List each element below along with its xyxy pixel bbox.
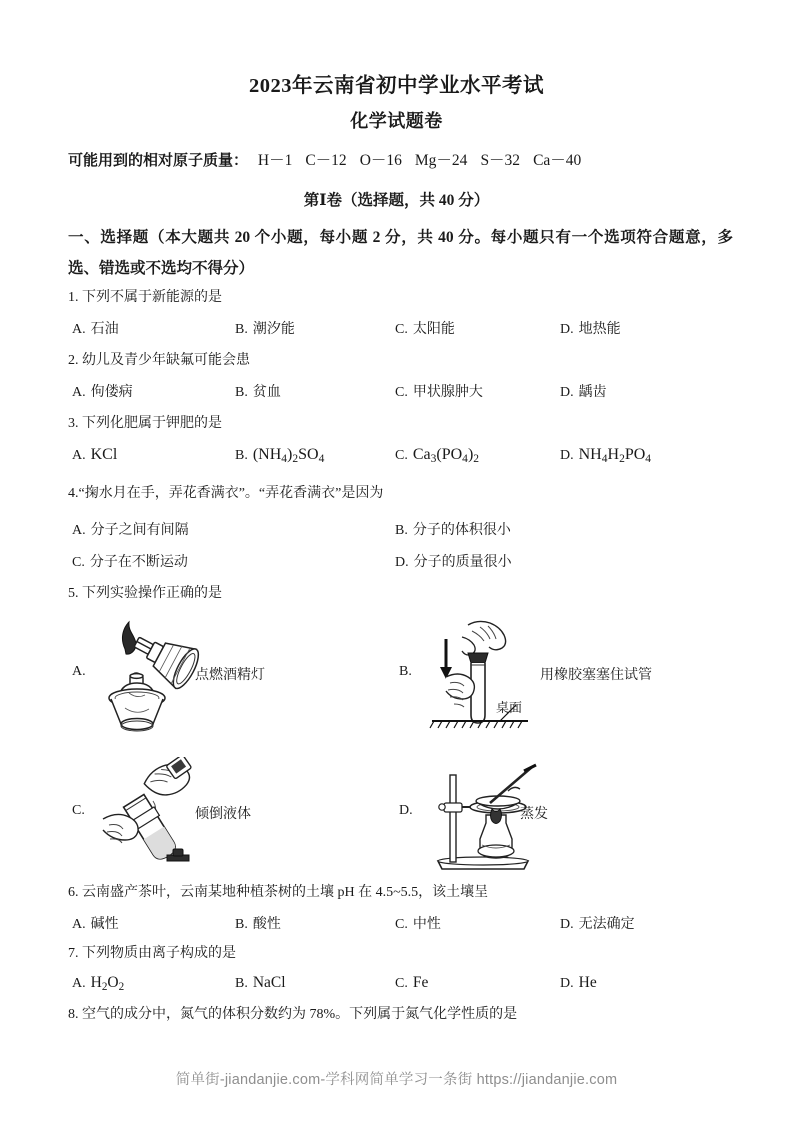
option-letter: A. <box>72 448 86 463</box>
question-1-option-a[interactable] <box>72 318 119 338</box>
question-3-option-b[interactable] <box>235 446 324 465</box>
question-6-number: 6. <box>68 885 79 900</box>
question-2-option-d[interactable] <box>560 381 607 401</box>
formula-calcium-phosphate: $Ca_3(PO_4)_2$ <box>412 446 480 466</box>
question-1-text: 下列不属于新能源的是 <box>82 290 222 305</box>
option-letter: C. <box>395 917 408 932</box>
option-letter: A. <box>72 322 86 337</box>
option-text: 分子的体积很小 <box>412 523 511 538</box>
question-2-text: 幼儿及青少年缺氟可能会患 <box>82 353 250 368</box>
question-5-option-a-caption: 点燃酒精灯 <box>195 668 265 683</box>
option-letter: B. <box>395 523 408 538</box>
question-7-text: 下列物质由离子构成的是 <box>82 946 236 961</box>
option-text: 潮汐能 <box>252 322 295 337</box>
section-instructions: 一、选择题（本大题共 20 个小题，每小题 2 分，共 40 分。每小题只有一个选项符合题意，多选、错选或不选均不得分） <box>68 229 733 277</box>
option-letter: B. <box>235 385 248 400</box>
question-8-number: 8. <box>68 1007 79 1022</box>
question-1-number: 1. <box>68 290 79 305</box>
atomic-mass-c: C－12 <box>305 152 347 169</box>
question-2-number: 2. <box>68 353 79 368</box>
option-letter: B. <box>235 917 248 932</box>
question-7-option-b[interactable] <box>235 974 286 992</box>
question-5-option-a-letter[interactable]: A. <box>72 664 86 679</box>
question-1-stem <box>68 288 741 308</box>
page-subtitle: 化学试题卷 <box>350 111 443 131</box>
question-6-option-d[interactable] <box>560 913 635 933</box>
atomic-mass-line <box>68 148 594 170</box>
option-letter: A. <box>72 976 86 991</box>
option-letter: D. <box>560 385 574 400</box>
option-text: 地热能 <box>578 322 621 337</box>
option-letter: B. <box>235 448 248 463</box>
option-letter: B. <box>235 976 248 991</box>
atomic-mass-o: O－16 <box>359 152 402 169</box>
question-4-option-b[interactable] <box>395 519 511 539</box>
option-text: 无法确定 <box>578 917 635 932</box>
question-5-option-d-caption: 蒸发 <box>520 807 548 822</box>
question-8-text: 空气的成分中，氮气的体积分数约为 78%。下列属于氮气化学性质的是 <box>82 1007 518 1022</box>
question-6-text: 云南盛产茶叶，云南某地种植茶树的土壤 pH 在 4.5~5.5，该土壤呈 <box>82 885 489 900</box>
question-5-stem <box>68 584 741 604</box>
option-letter: D. <box>395 555 409 570</box>
footer-watermark: 简单街-jiandanjie.com-学科网简单学习一条街 https://jiandanjie.com <box>175 1072 618 1088</box>
question-4-stem <box>68 484 741 504</box>
question-3-text: 下列化肥属于钾肥的是 <box>82 416 222 431</box>
page-title: 2023年云南省初中学业水平考试 <box>249 75 544 97</box>
question-2-stem <box>68 351 741 371</box>
figure-test-tube-stopper <box>424 617 544 729</box>
question-3-number: 3. <box>68 416 79 431</box>
option-text: 分子之间有间隔 <box>90 523 189 538</box>
option-letter: B. <box>235 322 248 337</box>
figure-alcohol-lamp-lighting <box>95 616 210 736</box>
question-3-option-c[interactable] <box>395 446 479 465</box>
question-7-option-a[interactable] <box>72 974 124 993</box>
formula-iron: Fe <box>412 974 429 991</box>
question-7-stem <box>68 944 741 964</box>
formula-helium: He <box>578 974 597 991</box>
question-4-number: 4. <box>68 486 79 501</box>
question-5-option-c-letter[interactable]: C. <box>72 803 85 818</box>
question-3-option-d[interactable] <box>560 446 651 465</box>
question-5-option-c-caption: 倾倒液体 <box>195 807 251 822</box>
option-letter: D. <box>560 976 574 991</box>
option-letter: C. <box>395 322 408 337</box>
question-1-option-d[interactable] <box>560 318 621 338</box>
option-text: 甲状腺肿大 <box>412 385 483 400</box>
option-letter: D. <box>560 448 574 463</box>
option-letter: A. <box>72 523 86 538</box>
option-letter: D. <box>560 322 574 337</box>
formula-sodium-chloride: NaCl <box>252 974 286 991</box>
option-text: 中性 <box>412 917 441 932</box>
option-text: 贫血 <box>252 385 281 400</box>
atomic-mass-s: S－32 <box>480 152 521 169</box>
formula-ammonium-dihydrogen-phosphate: $NH_4H_2PO_4$ <box>578 446 652 466</box>
question-5-option-b-letter[interactable]: B. <box>399 664 412 679</box>
question-6-option-a[interactable] <box>72 913 119 933</box>
atomic-mass-label: 可能用到的相对原子质量： <box>68 153 249 169</box>
atomic-mass-mg: Mg－24 <box>414 152 468 169</box>
question-1-option-b[interactable] <box>235 318 295 338</box>
question-8-stem <box>68 1005 741 1025</box>
option-letter: C. <box>395 448 408 463</box>
atomic-mass-h: H－1 <box>257 152 293 169</box>
question-4-option-c[interactable] <box>72 551 188 571</box>
formula-hydrogen-peroxide: $H_2O_2$ <box>90 974 125 994</box>
option-letter: A. <box>72 917 86 932</box>
option-text: 太阳能 <box>412 322 455 337</box>
option-letter: C. <box>395 976 408 991</box>
option-text: 龋齿 <box>578 385 607 400</box>
question-4-option-d[interactable] <box>395 551 512 571</box>
option-text: 石油 <box>90 322 119 337</box>
option-letter: C. <box>395 385 408 400</box>
question-5-number: 5. <box>68 586 79 601</box>
figure-table-surface-annotation: 桌面 <box>496 700 523 715</box>
option-letter: D. <box>560 917 574 932</box>
question-5-text: 下列实验操作正确的是 <box>82 586 222 601</box>
formula-kcl: KCl <box>90 446 118 463</box>
option-text: 佝偻病 <box>90 385 133 400</box>
atomic-mass-ca: Ca－40 <box>533 152 582 169</box>
option-text: 酸性 <box>252 917 281 932</box>
question-7-number: 7. <box>68 946 79 961</box>
question-5-option-d-letter[interactable]: D. <box>399 803 413 818</box>
question-1-option-c[interactable] <box>395 318 455 338</box>
question-6-option-b[interactable] <box>235 913 281 933</box>
question-2-option-c[interactable] <box>395 381 483 401</box>
option-letter: C. <box>72 555 85 570</box>
question-2-option-a[interactable] <box>72 381 133 401</box>
option-text: 分子的质量很小 <box>413 555 512 570</box>
question-3-option-a[interactable] <box>72 446 117 464</box>
option-text: 分子在不断运动 <box>89 555 188 570</box>
question-2-option-b[interactable] <box>235 381 281 401</box>
section-title: 第Ⅰ卷（选择题，共 40 分） <box>303 192 490 209</box>
question-4-option-a[interactable] <box>72 519 189 539</box>
option-letter: A. <box>72 385 86 400</box>
question-7-option-c[interactable] <box>395 974 428 992</box>
question-4-text: “掬水月在手，弄花香满衣”。“弄花香满衣”是因为 <box>78 486 384 501</box>
question-7-option-d[interactable] <box>560 974 597 992</box>
atomic-mass-values <box>254 152 594 169</box>
question-6-option-c[interactable] <box>395 913 441 933</box>
question-3-stem <box>68 414 741 434</box>
question-5-option-b-caption: 用橡胶塞塞住试管 <box>540 668 652 683</box>
question-6-stem <box>68 883 741 903</box>
formula-ammonium-sulfate: $(NH_4)_2SO_4$ <box>252 446 325 466</box>
option-text: 碱性 <box>90 917 119 932</box>
